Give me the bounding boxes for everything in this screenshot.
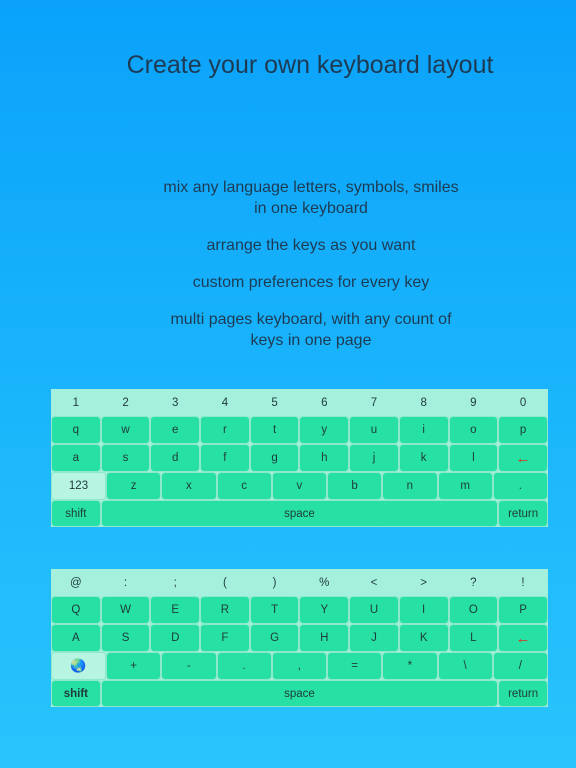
key-A[interactable]: A (51, 624, 101, 652)
key-open-paren[interactable]: ( (200, 569, 250, 596)
key-at[interactable]: @ (51, 569, 101, 596)
keyboard-lowercase (51, 389, 548, 527)
key-H[interactable]: H (299, 624, 349, 652)
key-R[interactable]: R (200, 596, 250, 624)
key-less-than[interactable]: < (349, 569, 399, 596)
key-8[interactable]: 8 (399, 389, 449, 416)
key-backslash[interactable]: \ (438, 652, 493, 680)
key-a[interactable]: a (51, 444, 101, 472)
key-i[interactable]: i (399, 416, 449, 444)
shift-key[interactable]: shift (51, 500, 101, 527)
key-o[interactable]: o (449, 416, 499, 444)
feature-custom-preferences: custom preferences for every key (192, 274, 430, 291)
key-5[interactable]: 5 (250, 389, 300, 416)
key-x[interactable]: x (161, 472, 216, 500)
key-s[interactable]: s (101, 444, 151, 472)
globe-icon[interactable]: 🌏 (51, 652, 106, 680)
key-minus[interactable]: - (161, 652, 216, 680)
key-dot[interactable]: . (217, 652, 272, 680)
key-percent[interactable]: % (299, 569, 349, 596)
key-f[interactable]: f (200, 444, 250, 472)
keyboard-uppercase-symbols (51, 569, 548, 707)
key-comma[interactable]: , (272, 652, 327, 680)
key-2[interactable]: 2 (101, 389, 151, 416)
space-key-2[interactable]: space (101, 680, 499, 707)
key-l[interactable]: l (449, 444, 499, 472)
key-K[interactable]: K (399, 624, 449, 652)
key-slash[interactable]: / (493, 652, 548, 680)
feature-list (100, 177, 522, 367)
space-row-2 (51, 680, 548, 707)
key-I[interactable]: I (399, 596, 449, 624)
key-greater-than[interactable]: > (399, 569, 449, 596)
key-j[interactable]: j (349, 444, 399, 472)
return-key[interactable]: return (498, 500, 548, 527)
key-h[interactable]: h (299, 444, 349, 472)
key-d[interactable]: d (150, 444, 200, 472)
shift-key-active[interactable]: shift (51, 680, 101, 707)
upper-row-middle (51, 624, 548, 652)
key-n[interactable]: n (382, 472, 437, 500)
key-E[interactable]: E (150, 596, 200, 624)
key-p[interactable]: p (498, 416, 548, 444)
key-J[interactable]: J (349, 624, 399, 652)
key-close-paren[interactable]: ) (250, 569, 300, 596)
key-g[interactable]: g (250, 444, 300, 472)
space-row (51, 500, 548, 527)
backspace-key[interactable]: ← (498, 444, 548, 472)
key-plus[interactable]: + (106, 652, 161, 680)
key-colon[interactable]: : (101, 569, 151, 596)
key-O[interactable]: O (449, 596, 499, 624)
key-T[interactable]: T (250, 596, 300, 624)
key-G[interactable]: G (250, 624, 300, 652)
key-m[interactable]: m (438, 472, 493, 500)
key-t[interactable]: t (250, 416, 300, 444)
key-equals[interactable]: = (327, 652, 382, 680)
numbers-toggle-key[interactable]: 123 (51, 472, 106, 500)
key-W[interactable]: W (101, 596, 151, 624)
key-3[interactable]: 3 (150, 389, 200, 416)
backspace-key-2[interactable]: ← (498, 624, 548, 652)
key-exclamation[interactable]: ! (498, 569, 548, 596)
return-key-2[interactable]: return (498, 680, 548, 707)
key-S[interactable]: S (101, 624, 151, 652)
key-F[interactable]: F (200, 624, 250, 652)
feature-multi-pages: multi pages keyboard, with any count of keys in one page (170, 311, 452, 349)
feature-arrange-keys: arrange the keys as you want (206, 237, 416, 254)
key-y[interactable]: y (299, 416, 349, 444)
key-u[interactable]: u (349, 416, 399, 444)
key-Q[interactable]: Q (51, 596, 101, 624)
key-P[interactable]: P (498, 596, 548, 624)
symbol-row (51, 569, 548, 596)
feature-mix-languages: mix any language letters, symbols, smiles in one keyboard (163, 179, 459, 217)
key-4[interactable]: 4 (200, 389, 250, 416)
key-question[interactable]: ? (449, 569, 499, 596)
key-1[interactable]: 1 (51, 389, 101, 416)
key-w[interactable]: w (101, 416, 151, 444)
key-q[interactable]: q (51, 416, 101, 444)
page-title: Create your own keyboard layout (126, 51, 494, 79)
key-9[interactable]: 9 (449, 389, 499, 416)
key-U[interactable]: U (349, 596, 399, 624)
key-6[interactable]: 6 (299, 389, 349, 416)
letter-row-middle (51, 444, 548, 472)
number-row (51, 389, 548, 416)
key-D[interactable]: D (150, 624, 200, 652)
key-L[interactable]: L (449, 624, 499, 652)
symbol-row-bottom (51, 652, 548, 680)
key-e[interactable]: e (150, 416, 200, 444)
key-k[interactable]: k (399, 444, 449, 472)
key-r[interactable]: r (200, 416, 250, 444)
key-semicolon[interactable]: ; (150, 569, 200, 596)
key-7[interactable]: 7 (349, 389, 399, 416)
letter-row-top (51, 416, 548, 444)
key-0[interactable]: 0 (498, 389, 548, 416)
key-Y[interactable]: Y (299, 596, 349, 624)
letter-row-bottom (51, 472, 548, 500)
key-b[interactable]: b (327, 472, 382, 500)
key-z[interactable]: z (106, 472, 161, 500)
key-period[interactable]: . (493, 472, 548, 500)
key-c[interactable]: c (217, 472, 272, 500)
key-asterisk[interactable]: * (382, 652, 437, 680)
space-key[interactable]: space (101, 500, 499, 527)
key-v[interactable]: v (272, 472, 327, 500)
upper-row-top (51, 596, 548, 624)
